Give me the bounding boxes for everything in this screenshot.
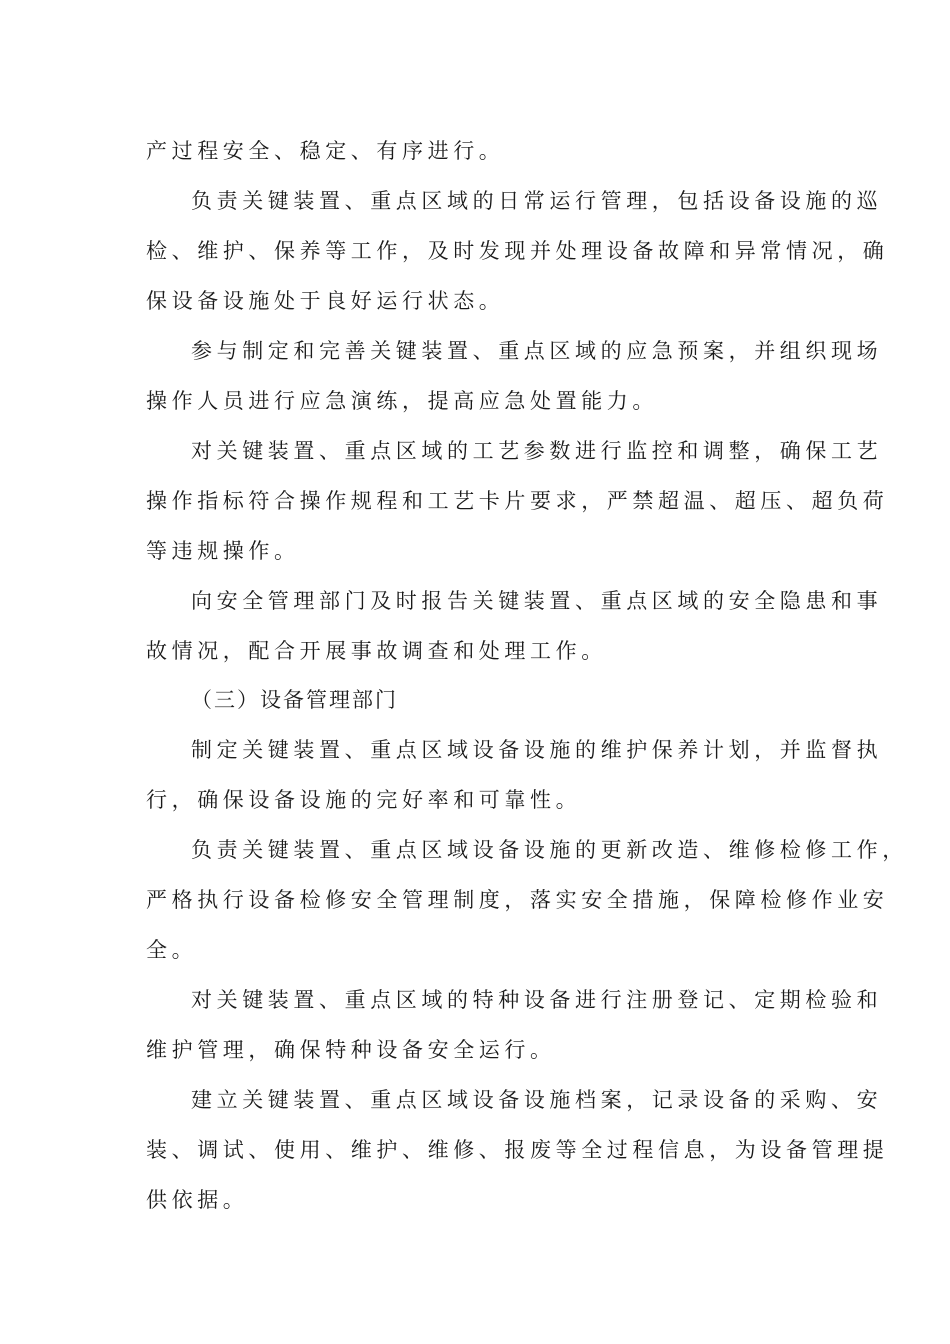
paragraph-line: 保设备设施处于良好运行状态。: [146, 289, 505, 313]
paragraph-line: 装、调试、使用、维护、维修、报废等全过程信息，为设备管理提: [146, 1138, 889, 1162]
paragraph-line: 建立关键装置、重点区域设备设施档案，记录设备的采购、安: [191, 1088, 883, 1112]
paragraph-line: 维护管理，确保特种设备安全运行。: [146, 1038, 556, 1062]
paragraph-line: 行，确保设备设施的完好率和可靠性。: [146, 788, 582, 812]
paragraph-line: 负责关键装置、重点区域的日常运行管理，包括设备设施的巡: [191, 189, 883, 213]
paragraph-line: 全。: [146, 938, 198, 962]
paragraph-line: 检、维护、保养等工作，及时发现并处理设备故障和异常情况，确: [146, 239, 889, 263]
paragraph-line: 制定关键装置、重点区域设备设施的维护保养计划，并监督执: [191, 738, 883, 762]
section-heading: （三）设备管理部门: [191, 688, 398, 712]
paragraph-line: 向安全管理部门及时报告关键装置、重点区域的安全隐患和事: [191, 589, 883, 613]
paragraph-line: 对关键装置、重点区域的工艺参数进行监控和调整，确保工艺: [191, 439, 883, 463]
paragraph-line: 供依据。: [146, 1188, 249, 1212]
paragraph-line: 负责关键装置、重点区域设备设施的更新改造、维修检修工作，: [191, 838, 908, 862]
paragraph-line: 严格执行设备检修安全管理制度，落实安全措施，保障检修作业安: [146, 888, 889, 912]
paragraph-line: 产过程安全、稳定、有序进行。: [146, 139, 505, 163]
paragraph-line: 操作人员进行应急演练，提高应急处置能力。: [146, 389, 658, 413]
paragraph-line: 对关键装置、重点区域的特种设备进行注册登记、定期检验和: [191, 988, 883, 1012]
paragraph-line: 等违规操作。: [146, 539, 300, 563]
paragraph-line: 参与制定和完善关键装置、重点区域的应急预案，并组织现场: [191, 339, 883, 363]
paragraph-line: 故情况，配合开展事故调查和处理工作。: [146, 639, 607, 663]
paragraph-line: 操作指标符合操作规程和工艺卡片要求，严禁超温、超压、超负荷: [146, 489, 889, 513]
